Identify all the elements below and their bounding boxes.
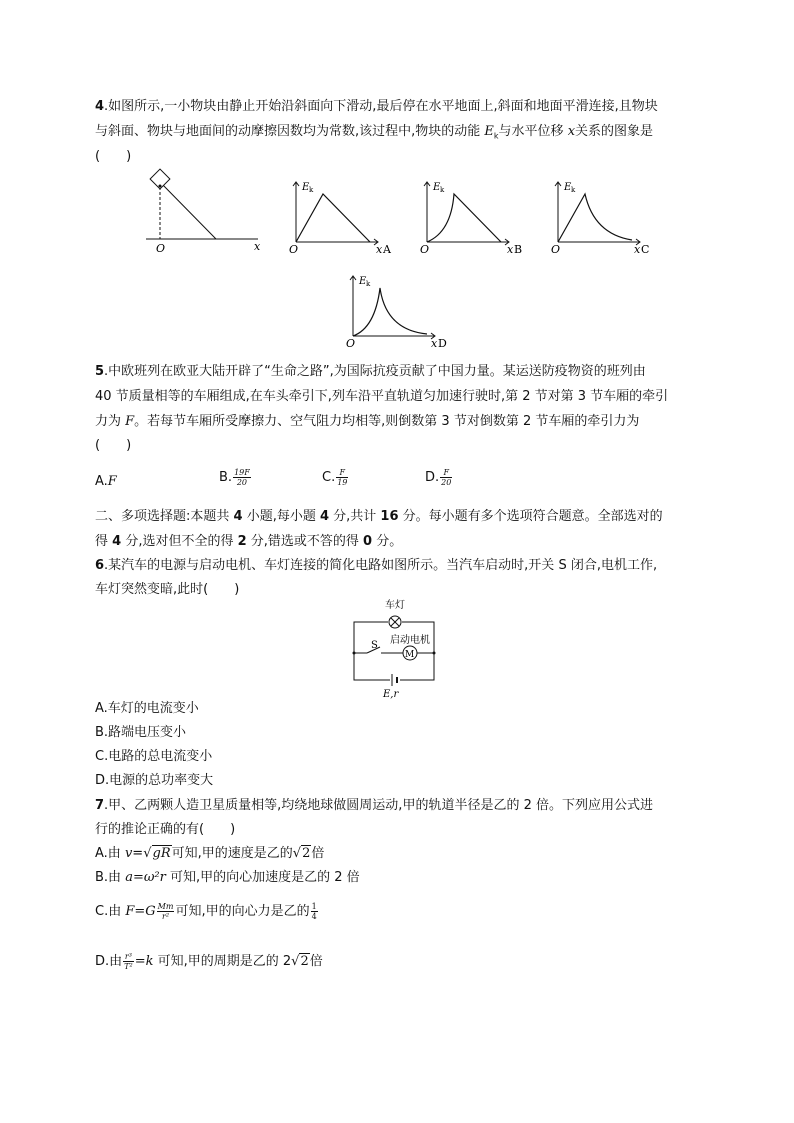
q4-line2 (95, 123, 653, 146)
q5-option-c-label: C. (322, 470, 336, 485)
q5-option-b[interactable] (219, 468, 252, 487)
section2-text2c: 分,错选或不答的得 (246, 534, 364, 549)
q6-number: 6 (95, 558, 105, 573)
q5-option-c[interactable] (322, 468, 349, 487)
q4-text2b: 与水平位移 (498, 124, 568, 139)
section2-text1b: 小题,每小题 (242, 509, 320, 524)
q4-a-ek: E (302, 182, 310, 193)
q7-option-a-text: A.由 (95, 846, 125, 861)
q5-F: F (125, 414, 135, 429)
q5-text3b: 。若每节车厢所受摩擦力、空气阻力均相等,则倒数第 3 节对倒数第 2 节车厢的牵引力为 (134, 414, 640, 429)
q7-option-a-text2: 可知,甲的速度是乙的 (171, 846, 293, 861)
q6-line2: 车灯突然变暗,此时( ) (95, 582, 240, 597)
q4-figures (0, 170, 794, 370)
q6-motor-symbol: M (405, 650, 415, 660)
q5-line3 (95, 413, 639, 431)
q5-option-b-den: 20 (236, 478, 248, 487)
q4-slope-x: x (254, 240, 261, 253)
q7-option-c-quarter (311, 902, 318, 921)
q7-option-c-den: r² (162, 912, 170, 921)
section2-full: 4 (112, 534, 122, 549)
q4-a-x: x (376, 243, 383, 256)
section2-text2b: 分,选对但不全的得 (121, 534, 238, 549)
section2-text2d: 分。 (372, 534, 403, 549)
q5-option-d-den: 20 (441, 478, 452, 487)
section2-text1c: 分,共计 (329, 509, 381, 524)
section2-count: 4 (233, 509, 243, 524)
q7-option-a-radicand: gR (152, 846, 171, 861)
section2-line2 (95, 533, 402, 551)
q4-d-origin: O (346, 337, 356, 350)
section2-total: 16 (380, 509, 399, 524)
q7-option-d-eq: =k (134, 954, 154, 969)
section2-text2a: 得 (95, 534, 113, 549)
q5-option-c-num: F (336, 468, 348, 478)
q4-ek-sub: k (493, 131, 499, 141)
q5-number: 5 (95, 364, 105, 379)
section2-text1d: 分。每小题有多个选项符合题意。全部选对的 (398, 509, 663, 524)
q6-text1: .某汽车的电源与启动电机、车灯连接的简化电路如图所示。当汽车启动时,开关 S 闭合,电机工作, (104, 558, 658, 573)
q7-option-b-text: B.由 (95, 870, 126, 885)
q7-option-c-fden: 4 (311, 912, 317, 921)
q5-option-d[interactable] (425, 468, 453, 487)
q5-text3a: 力为 (95, 414, 126, 429)
q6-option-a[interactable]: A.车灯的电流变小 (95, 701, 199, 716)
q7-option-d-radicand: 2 (300, 954, 309, 969)
q4-number: 4 (95, 99, 105, 114)
q7-option-d-num: r³ (124, 952, 132, 961)
q4-a-origin: O (289, 243, 299, 256)
q5-line1 (95, 363, 646, 381)
q4-slope-origin: O (156, 242, 166, 255)
q7-text1: .甲、乙两颗人造卫星质量相等,均绕地球做圆周运动,甲的轨道半径是乙的 2 倍。下列应用公式进 (104, 798, 653, 813)
q4-d-ek: E (359, 276, 367, 287)
q7-option-c-fraction (157, 902, 175, 921)
q4-b-origin: O (420, 243, 430, 256)
q7-option-a-v: v (124, 846, 133, 861)
q4-b-letter: B (514, 243, 523, 256)
q5-option-a-label: A. (95, 474, 108, 489)
q7-option-c-formula: F=G (125, 904, 156, 919)
q4-b-ek-sub: k (440, 186, 445, 194)
q5-option-c-fraction (336, 468, 348, 487)
q7-option-c-text2: 可知,甲的向心力是乙的 (175, 904, 310, 919)
q5-line2: 40 节质量相等的车厢组成,在车头牵引下,列车沿平直轨道匀加速行驶时,第 2 节对第 3 节车厢的牵引 (95, 389, 669, 404)
q6-source-label: E,r (383, 689, 399, 700)
q4-graph-a (289, 182, 392, 256)
q4-ek: E (484, 124, 494, 139)
q7-line1 (95, 797, 653, 815)
q7-option-b-text2: 可知,甲的向心加速度是乙的 2 倍 (165, 870, 360, 885)
q5-option-b-label: B. (219, 470, 233, 485)
q6-line1 (95, 557, 657, 575)
q5-option-d-label: D. (425, 470, 440, 485)
q4-a-ek-sub: k (309, 186, 314, 194)
q6-option-b[interactable]: B.路端电压变小 (95, 725, 187, 740)
q7-option-b[interactable] (95, 869, 360, 887)
q4-c-letter: C (641, 243, 650, 256)
q4-x: x (567, 124, 576, 139)
q5-option-b-num: 19F (234, 468, 250, 477)
q7-option-c-fnum: 1 (311, 902, 317, 911)
q7-option-c-num: Mm (157, 902, 174, 911)
q5-option-d-fraction (440, 468, 452, 487)
q6-lamp-label: 车灯 (385, 600, 405, 611)
q4-c-origin: O (551, 243, 561, 256)
q4-line1 (95, 98, 658, 116)
q4-graph-c (551, 182, 649, 256)
q7-option-d-text2: 可知,甲的周期是乙的 2 (153, 954, 292, 969)
q5-option-c-den: 19 (337, 478, 348, 487)
q4-a-letter: A (383, 243, 391, 256)
q4-text2c: 关系的图象是 (575, 124, 654, 139)
q7-option-b-formula: a=ω²r (125, 870, 166, 885)
q4-d-ek-sub: k (366, 280, 371, 288)
q6-option-c[interactable]: C.电路的总电流变小 (95, 749, 213, 764)
q5-option-a[interactable] (95, 474, 117, 489)
q6-switch-label: S (371, 640, 378, 651)
q4-graph-b (420, 182, 522, 256)
section2-half: 2 (237, 534, 247, 549)
q4-c-x: x (634, 243, 641, 256)
section2-points: 4 (319, 509, 330, 524)
q5-option-d-num: F (440, 468, 452, 478)
q7-option-d[interactable]: D.由 $\frac{\text{r³}}{\text{T²}}$ =k 可知,甲的周期是乙的 2√2倍 (95, 952, 323, 971)
q4-answer-paren: ( ) (95, 149, 132, 164)
q6-motor-label: 启动电机 (390, 635, 430, 646)
section2-text1a: 二、多项选择题:本题共 (95, 509, 234, 524)
q4-b-x: x (507, 243, 514, 256)
q4-d-x: x (431, 337, 438, 350)
q4-c-ek: E (564, 182, 572, 193)
q7-option-d-text3: 倍 (309, 954, 323, 969)
q6-option-d[interactable]: D.电源的总功率变大 (95, 773, 214, 788)
q4-slope-figure (146, 169, 261, 255)
q7-option-a-text3: 倍 (311, 846, 325, 861)
q4-text2a: 与斜面、物块与地面间的动摩擦因数均为常数,该过程中,物块的动能 (95, 124, 485, 139)
q7-option-a-eq: = (132, 846, 144, 861)
q5-option-a-value: F (107, 474, 117, 489)
q4-graph-d (346, 276, 447, 350)
q4-c-ek-sub: k (571, 186, 576, 194)
q4-b-ek: E (433, 182, 441, 193)
q7-option-c[interactable] (95, 900, 319, 924)
q7-option-a-radicand2: 2 (302, 846, 311, 861)
q7-option-d-den: T² (124, 962, 133, 971)
q4-text1: .如图所示,一小物块由静止开始沿斜面向下滑动,最后停在水平地面上,斜面和地面平滑连接,且物块 (104, 99, 658, 114)
section2-line1 (95, 508, 663, 526)
q7-option-d-fraction (123, 952, 134, 971)
section2-zero: 0 (363, 534, 373, 549)
q7-option-a[interactable]: A.由 v=√gR可知,甲的速度是乙的√2倍 (95, 846, 325, 861)
q6-circuit-diagram (0, 596, 794, 700)
q5-answer-paren: ( ) (95, 438, 132, 453)
q7-line2: 行的推论正确的有( ) (95, 822, 236, 837)
q5-option-b-fraction (233, 468, 251, 487)
q7-option-c-text: C.由 (95, 904, 126, 919)
q7-option-d-text: D.由 (95, 954, 123, 969)
q7-number: 7 (95, 798, 105, 813)
q4-d-letter: D (438, 337, 447, 350)
q5-text1: .中欧班列在欧亚大陆开辟了“生命之路”,为国际抗疫贡献了中国力量。某运送防疫物资的班列由 (104, 364, 646, 379)
